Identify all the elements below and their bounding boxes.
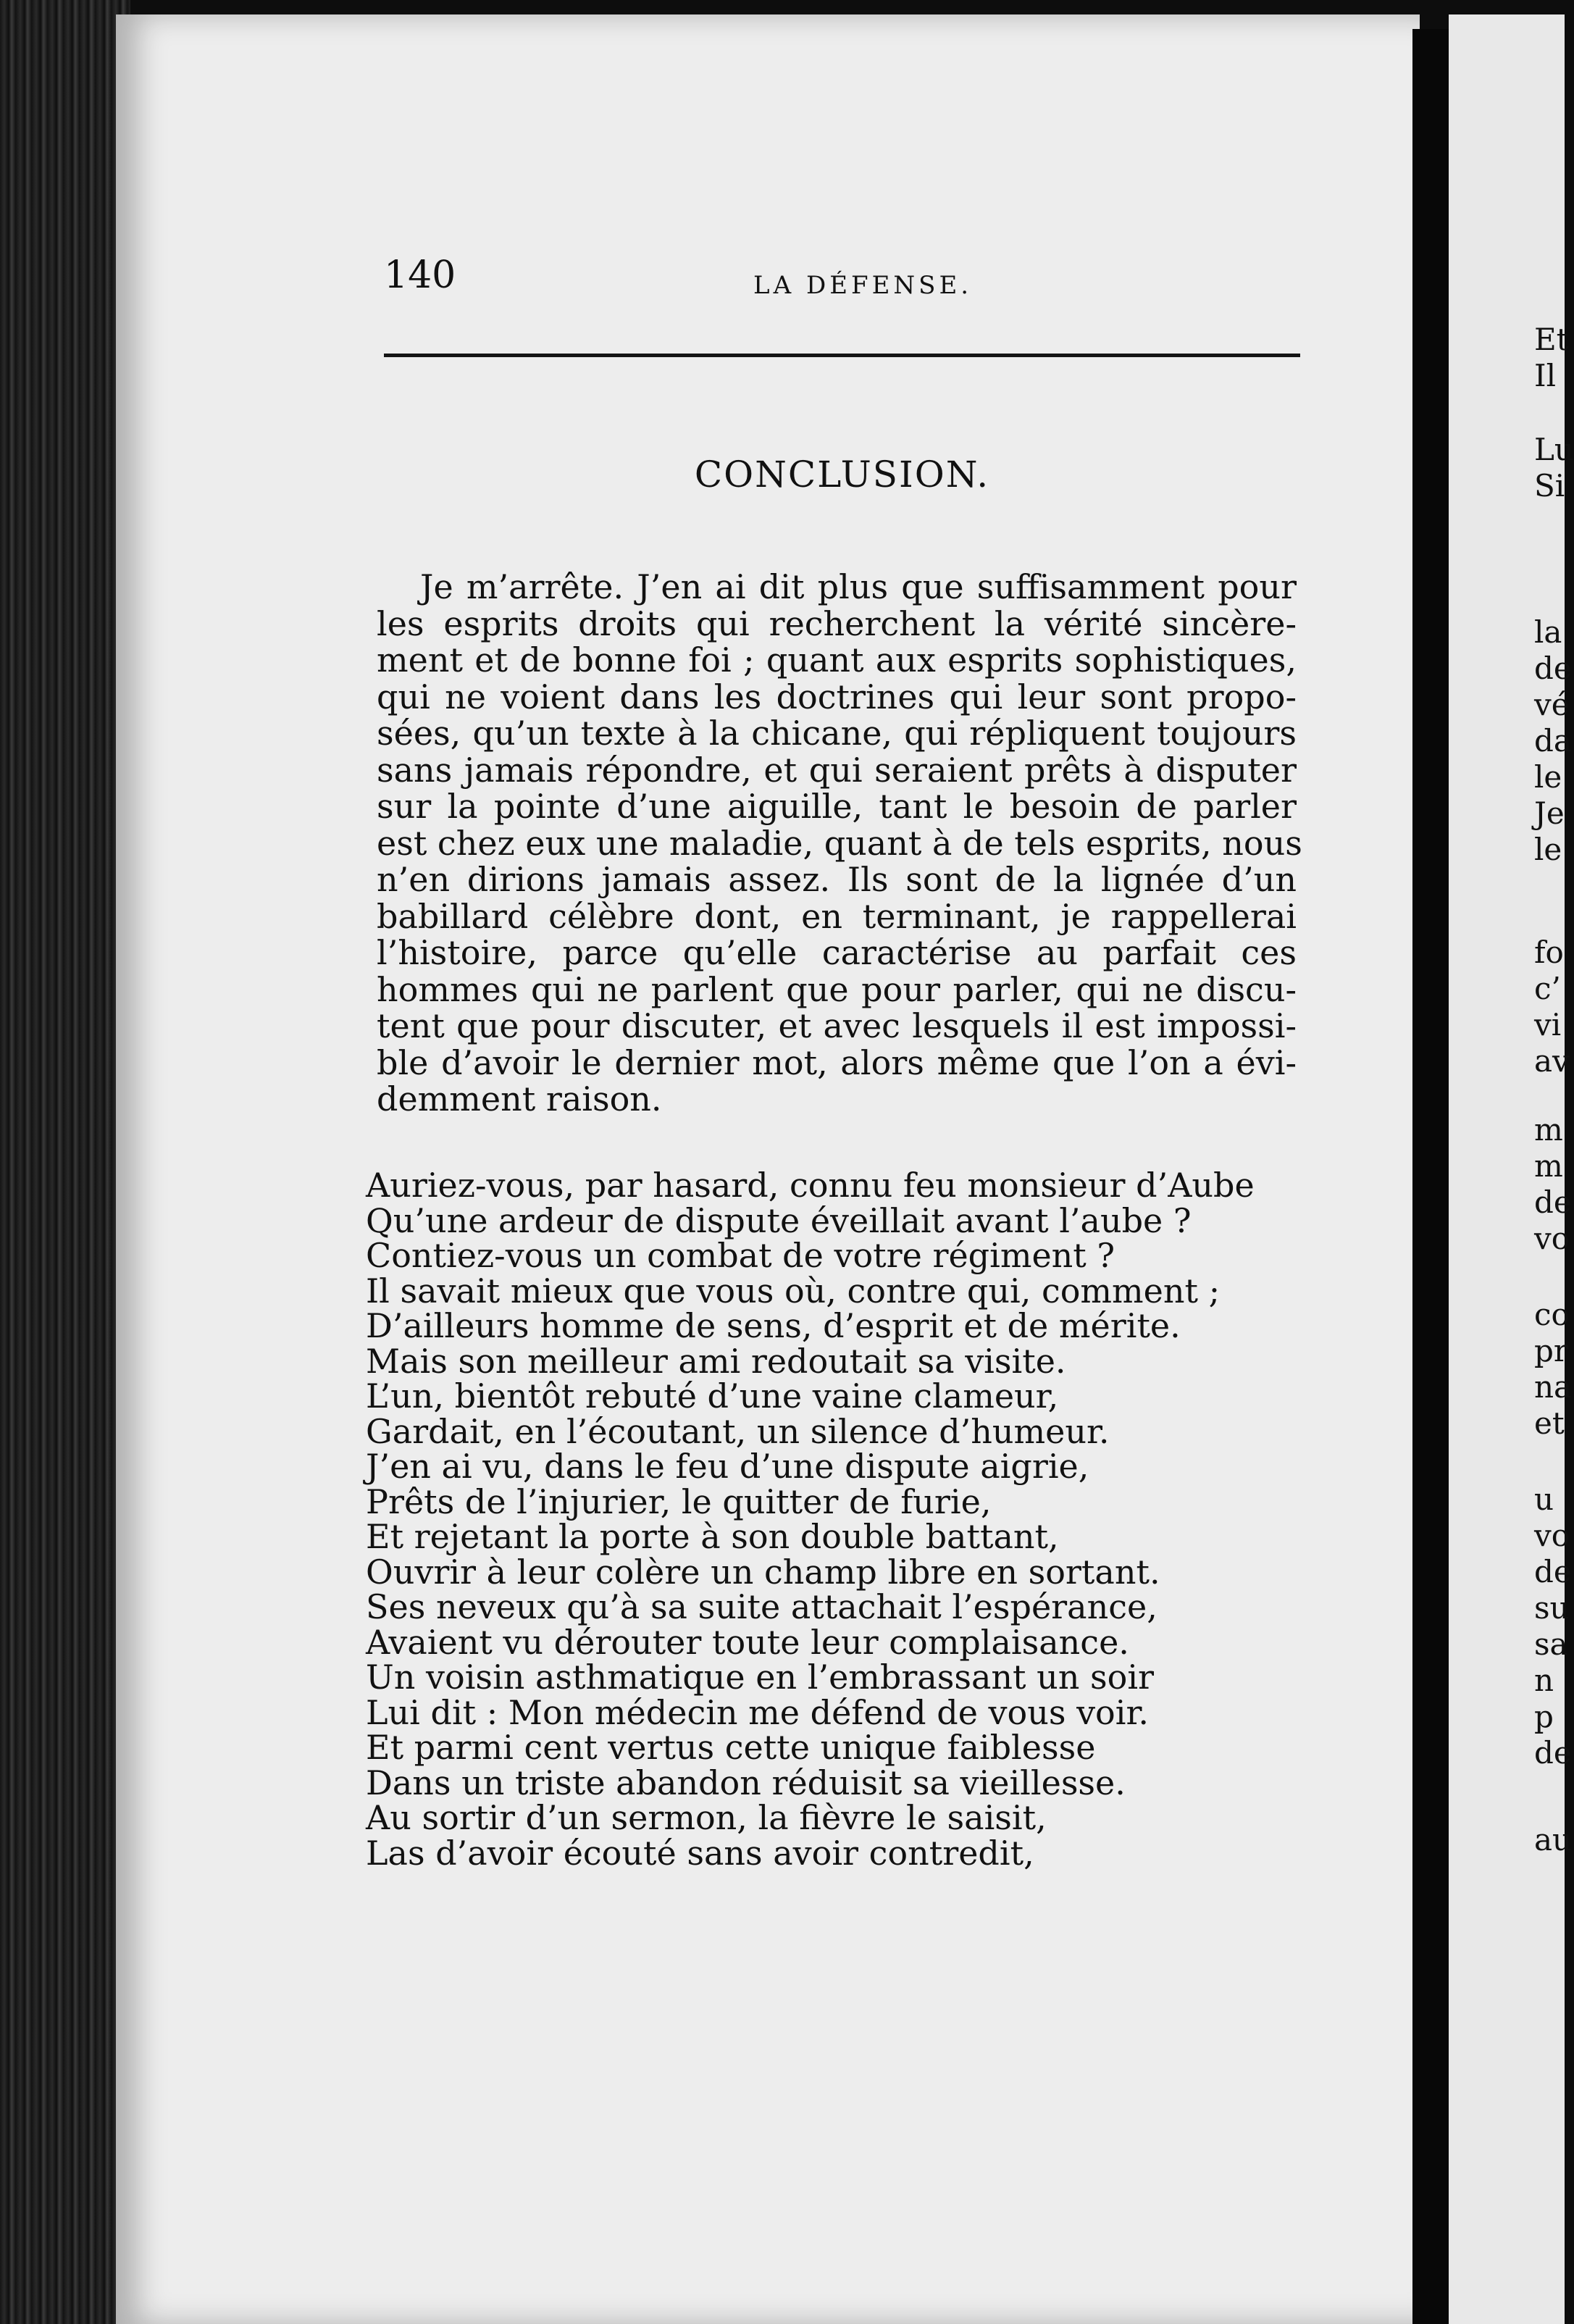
facing-page-fragment: vé	[1534, 687, 1570, 722]
facing-page-fragment: de	[1534, 1735, 1572, 1771]
facing-page-fragment: Lu	[1534, 432, 1574, 467]
header-rule	[384, 354, 1300, 357]
verse-line: Las d’avoir écouté sans avoir contredit,	[366, 1833, 1034, 1873]
verse-line: Dans un triste abandon réduisit sa vieillesse.	[366, 1763, 1126, 1802]
running-title: LA DÉFENSE.	[753, 271, 973, 300]
prose-line: ment et de bonne foi ; quant aux esprits sophistiques,	[377, 640, 1297, 680]
facing-page-fragment: fo	[1534, 935, 1564, 970]
prose-line: les esprits droits qui recherchent la vérité sincère-	[377, 603, 1297, 643]
facing-page-fragment: vi	[1534, 1007, 1562, 1042]
facing-page-fragment: m	[1534, 1112, 1563, 1148]
prose-paragraph	[377, 567, 1302, 1119]
verse-line: Auriez-vous, par hasard, connu feu monsieur d’Aube	[366, 1166, 1255, 1205]
facing-page-fragment: u	[1534, 1481, 1554, 1517]
facing-page-fragment: vo	[1534, 1518, 1570, 1553]
facing-page-fragment: c’	[1534, 971, 1561, 1006]
verse-line: J’en ai vu, dans le feu d’une dispute aigrie,	[366, 1447, 1089, 1486]
facing-page-fragment: vo	[1534, 1221, 1570, 1256]
prose-line: tent que pour discuter, et avec lesquels il est impossi-	[377, 1006, 1297, 1045]
verse-line: Mais son meilleur ami redoutait sa visite.	[366, 1341, 1066, 1381]
facing-page-fragment: de	[1534, 1554, 1572, 1589]
verse-line: L’un, bientôt rebuté d’une vaine clameur,	[366, 1376, 1059, 1416]
facing-page-fragment: et	[1534, 1405, 1565, 1441]
facing-page-fragment: su	[1534, 1590, 1570, 1626]
page-number: 140	[384, 254, 456, 297]
section-heading: CONCLUSION.	[694, 453, 990, 496]
prose-line: qui ne voient dans les doctrines qui leur sont propo-	[377, 677, 1297, 716]
facing-page-fragment: sa	[1534, 1626, 1568, 1662]
page-header	[384, 254, 1304, 319]
prose-line: hommes qui ne parlent que pour parler, qui ne discu-	[377, 969, 1297, 1009]
facing-page-fragment: av	[1534, 1043, 1570, 1079]
facing-page-fragment: m	[1534, 1148, 1563, 1184]
facing-page-fragment: Je	[1534, 795, 1565, 831]
verse-line: Lui dit : Mon médecin me défend de vous voir.	[366, 1692, 1150, 1732]
verse-line: Et parmi cent vertus cette unique faiblesse	[366, 1728, 1096, 1767]
verse-line: Prêts de l’injurier, le quitter de furie,	[366, 1481, 992, 1521]
facing-page-fragment: de	[1534, 1184, 1572, 1220]
prose-line: est chez eux une maladie, quant à de tels esprits, nous	[377, 823, 1302, 863]
verse-line: Ses neveux qu’à sa suite attachait l’espérance,	[366, 1587, 1158, 1626]
verse-line: Contiez-vous un combat de votre régiment ?	[366, 1236, 1115, 1275]
verse-line: Un voisin asthmatique en l’embrassant un soir	[366, 1658, 1155, 1697]
facing-page-fragment: au	[1534, 1822, 1573, 1857]
book-gutter	[1412, 29, 1449, 2324]
prose-line: sées, qu’un texte à la chicane, qui répliquent toujours	[377, 714, 1297, 753]
facing-page-fragment: la	[1534, 614, 1562, 650]
prose-line: n’en dirions jamais assez. Ils sont de la lignée d’un	[377, 860, 1297, 899]
facing-page-fragment: n	[1534, 1663, 1554, 1698]
prose-line: babillard célèbre dont, en terminant, je rappellerai	[377, 896, 1297, 936]
facing-page-fragment: p	[1534, 1699, 1554, 1734]
prose-line: ble d’avoir le dernier mot, alors même que l’on a évi-	[377, 1042, 1297, 1082]
prose-line: sans jamais répondre, et qui seraient prêts à disputer	[377, 750, 1297, 790]
verse-line: Qu’une ardeur de dispute éveillait avant l’aube ?	[366, 1200, 1192, 1240]
verse-line: Au sortir d’un sermon, la fièvre le saisit,	[366, 1798, 1047, 1837]
verse-block	[366, 1168, 1307, 1871]
facing-page-fragment: Et	[1534, 322, 1569, 357]
facing-page-fragment: co	[1534, 1297, 1570, 1332]
prose-line: l’histoire, parce qu’elle caractérise au parfait ces	[377, 933, 1297, 972]
verse-line: Il savait mieux que vous où, contre qui, comment ;	[366, 1271, 1221, 1311]
facing-page-fragment: Il	[1534, 358, 1557, 393]
facing-page-fragment: da	[1534, 723, 1572, 758]
prose-line: demment raison.	[377, 1079, 662, 1119]
facing-page-fragment: pr	[1534, 1333, 1568, 1368]
verse-line: Et rejetant la porte à son double battant,	[366, 1517, 1059, 1556]
facing-page-fragment: na	[1534, 1369, 1573, 1405]
facing-page-fragment: le	[1534, 759, 1562, 795]
verse-line: Gardait, en l’écoutant, un silence d’humeur.	[366, 1411, 1110, 1451]
verse-line: D’ailleurs homme de sens, d’esprit et de mérite.	[366, 1306, 1181, 1345]
book-edge	[0, 0, 130, 2324]
facing-page-fragment: de	[1534, 651, 1572, 686]
verse-line: Ouvrir à leur colère un champ libre en sortant.	[366, 1552, 1160, 1592]
facing-page-fragment: Si	[1534, 468, 1565, 503]
verse-line: Avaient vu dérouter toute leur complaisance.	[366, 1622, 1129, 1662]
facing-page-fragment: le	[1534, 832, 1562, 867]
prose-line: sur la pointe d’une aiguille, tant le besoin de parler	[377, 787, 1297, 826]
prose-line: Je m’arrête. J’en ai dit plus que suffisamment pour	[420, 567, 1297, 606]
